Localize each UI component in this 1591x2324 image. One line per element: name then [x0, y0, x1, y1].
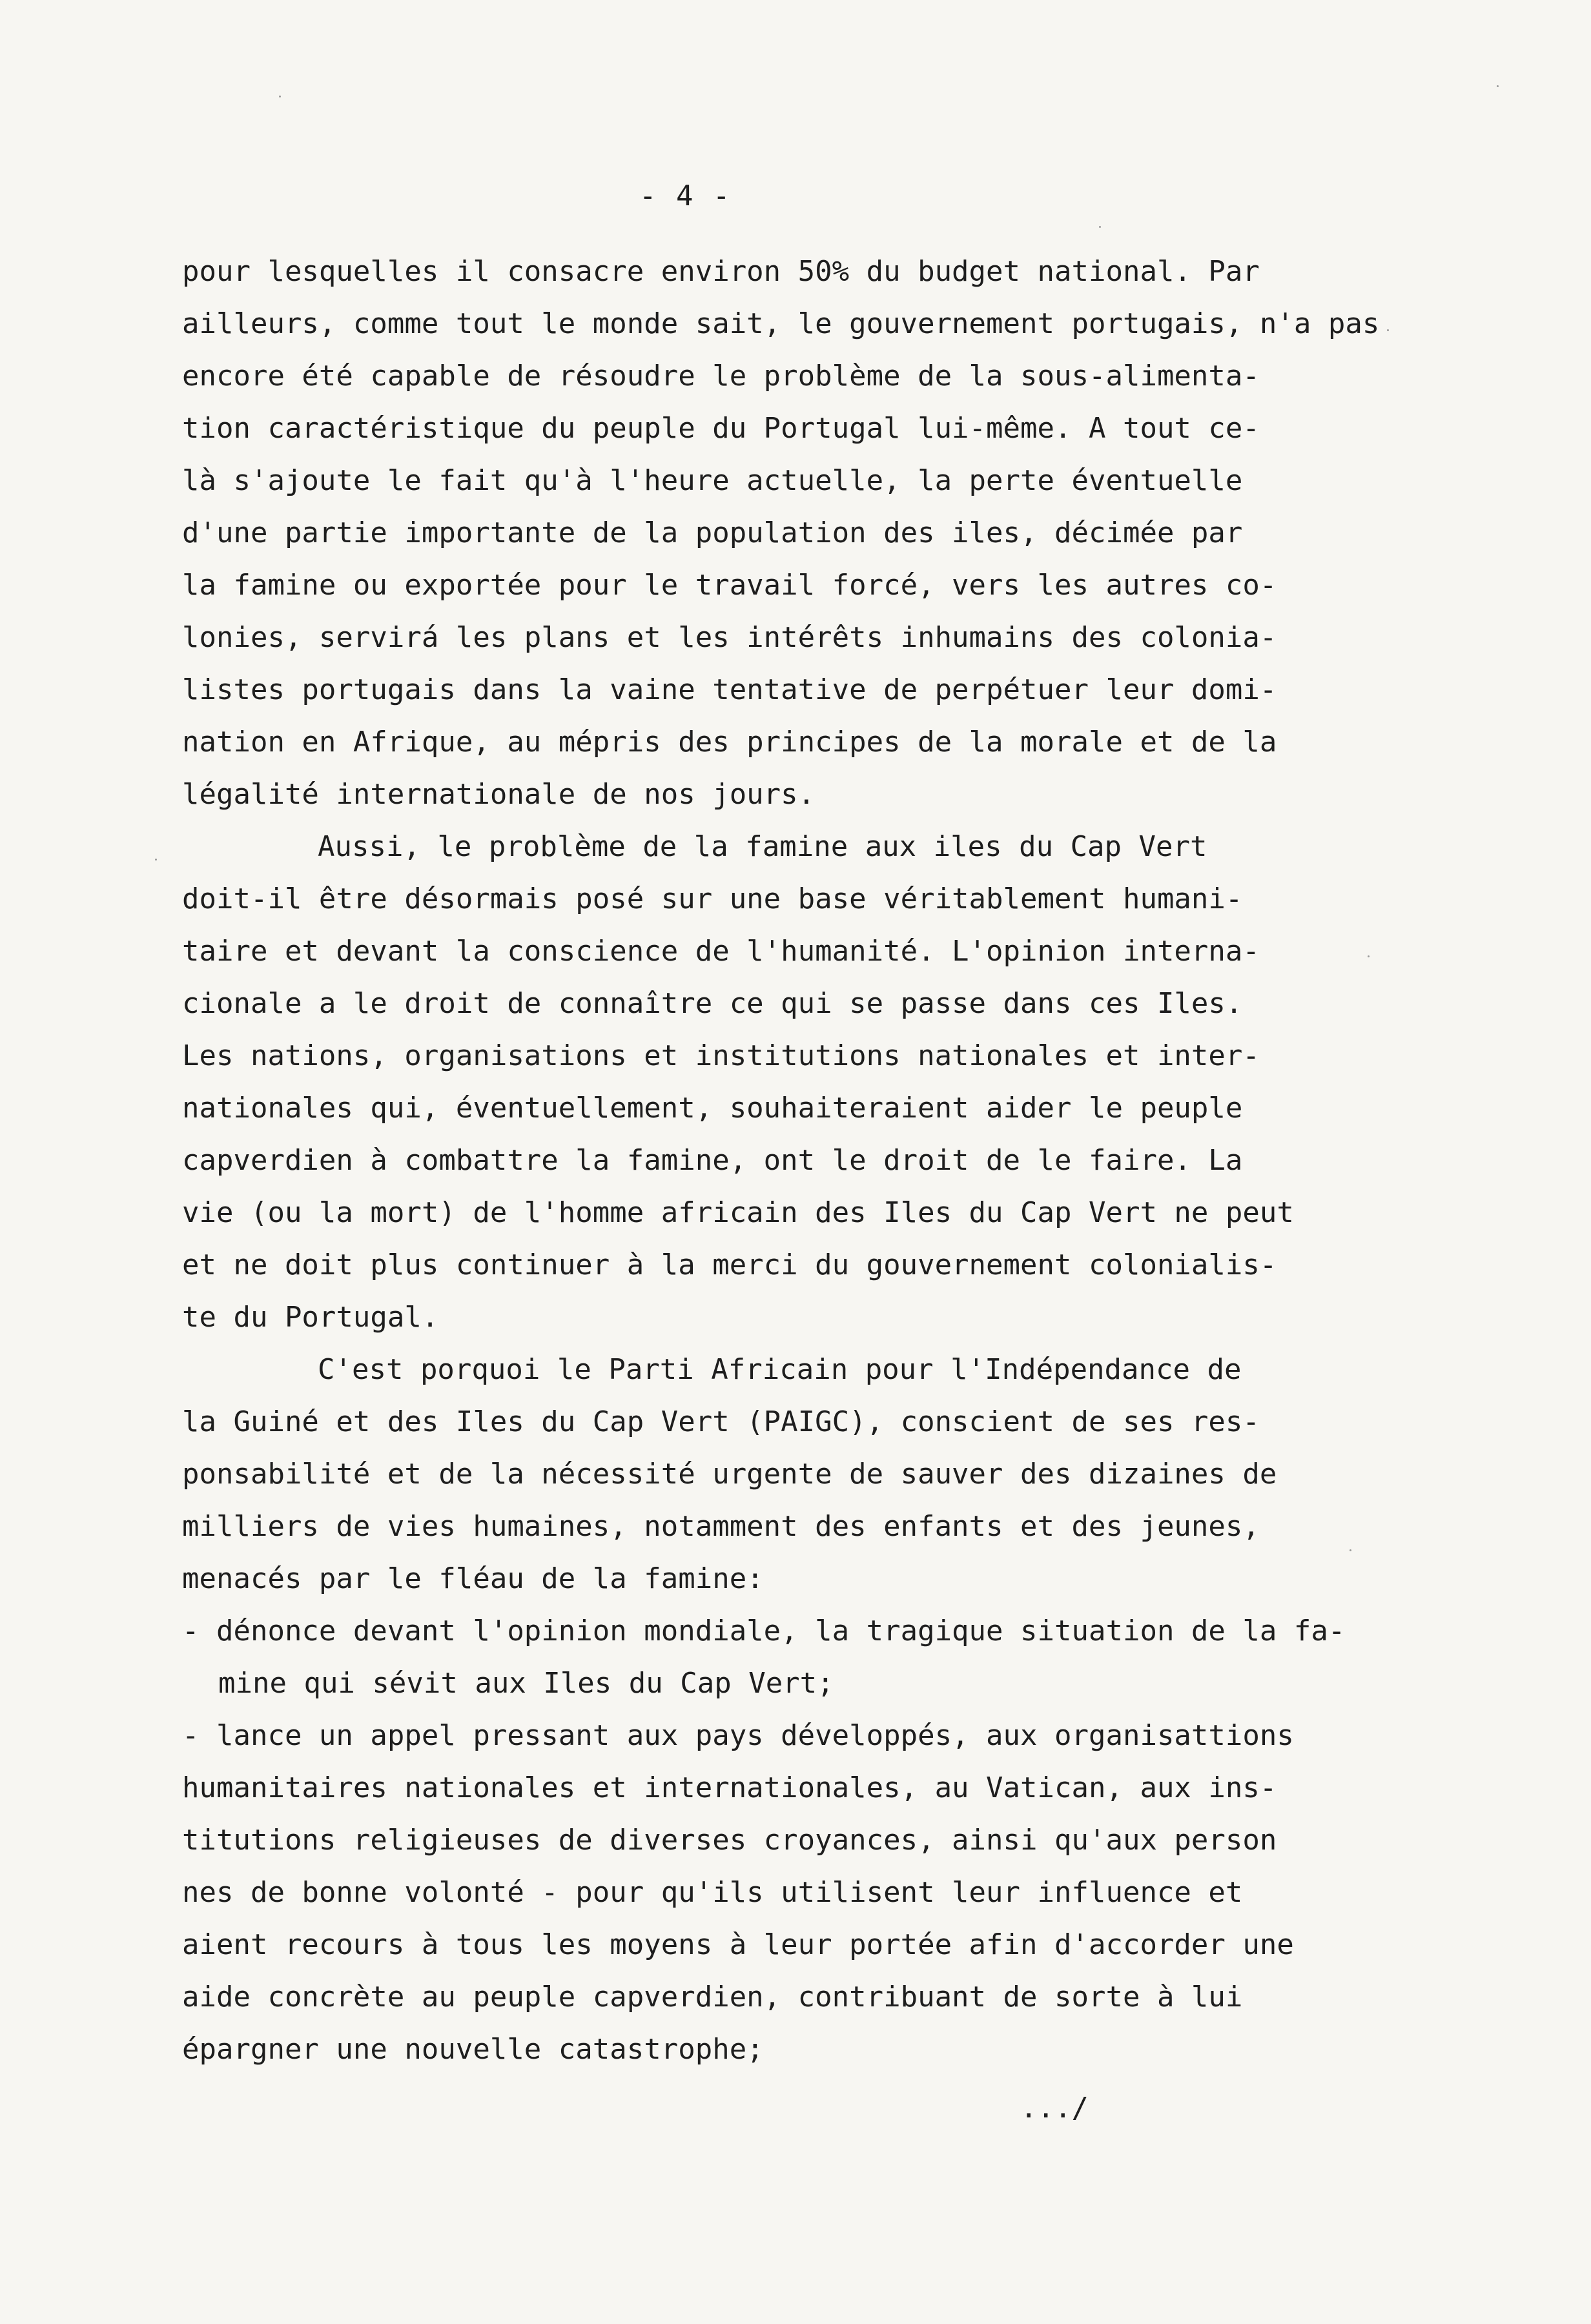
text-line: vie (ou la mort) de l'homme africain des Iles du Cap Vert ne peut: [182, 1196, 1294, 1229]
text-line: d'une partie importante de la population des iles, décimée par: [182, 516, 1243, 549]
text-line: ailleurs, comme tout le monde sait, le gouvernement portugais, n'a pas: [182, 307, 1380, 340]
list-item-continuation: mine qui sévit aux Iles du Cap Vert;: [218, 1667, 834, 1700]
paragraph-start-line: Aussi, le problème de la famine aux iles du Cap Vert: [318, 830, 1207, 863]
paper-speck: [1368, 955, 1370, 957]
text-line: te du Portugal.: [182, 1301, 439, 1334]
paper-speck: [1350, 1549, 1351, 1551]
body-text: [182, 245, 1409, 2075]
text-line: milliers de vies humaines, notamment des enfants et des jeunes,: [182, 1510, 1260, 1543]
text-line: nationales qui, éventuellement, souhaiteraient aider le peuple: [182, 1092, 1243, 1125]
text-line: aide concrète au peuple capverdien, contribuant de sorte à lui: [182, 1981, 1243, 2013]
text-line: Les nations, organisations et institutions nationales et inter-: [182, 1039, 1260, 1072]
list-item-line: - dénonce devant l'opinion mondiale, la tragique situation de la fa-: [182, 1615, 1346, 1647]
text-line: pour lesquelles il consacre environ 50% du budget national. Par: [182, 255, 1260, 288]
text-line: cionale a le droit de connaître ce qui se passe dans ces Iles.: [182, 987, 1243, 1020]
text-line: listes portugais dans la vaine tentative de perpétuer leur domi-: [182, 673, 1277, 706]
paragraph-start-line: C'est porquoi le Parti Africain pour l'Indépendance de: [318, 1353, 1242, 1386]
text-line: lonies, servirá les plans et les intérêts inhumains des colonia-: [182, 621, 1277, 654]
text-line: nes de bonne volonté - pour qu'ils utilisent leur influence et: [182, 1876, 1243, 1909]
text-line: encore été capable de résoudre le problème de la sous-alimenta-: [182, 360, 1260, 392]
text-line: la Guiné et des Iles du Cap Vert (PAIGC), conscient de ses res-: [182, 1405, 1260, 1438]
paper-speck: [155, 859, 157, 861]
text-line: taire et devant la conscience de l'humanité. L'opinion interna-: [182, 935, 1260, 968]
text-line: titutions religieuses de diverses croyances, ainsi qu'aux person: [182, 1824, 1277, 1857]
text-line: nation en Afrique, au mépris des principes de la morale et de la: [182, 726, 1277, 759]
text-line: humanitaires nationales et internationales, au Vatican, aux ins-: [182, 1771, 1277, 1804]
text-line: aient recours à tous les moyens à leur portée afin d'accorder une: [182, 1928, 1294, 1961]
text-line: là s'ajoute le fait qu'à l'heure actuelle, la perte éventuelle: [182, 464, 1243, 497]
paper-speck: [1099, 226, 1101, 228]
paper-speck: [279, 96, 281, 97]
list-item-line: - lance un appel pressant aux pays développés, aux organisattions: [182, 1719, 1294, 1752]
text-line: menacés par le fléau de la famine:: [182, 1562, 764, 1595]
page-number: - 4 -: [639, 179, 732, 212]
text-line: épargner une nouvelle catastrophe;: [182, 2033, 764, 2066]
text-line: et ne doit plus continuer à la merci du gouvernement colonialis-: [182, 1249, 1277, 1281]
continuation-mark: .../: [1020, 2092, 1089, 2125]
paper-speck: [1497, 85, 1499, 87]
text-line: tion caractéristique du peuple du Portugal lui-même. A tout ce-: [182, 412, 1260, 445]
text-line: capverdien à combattre la famine, ont le droit de le faire. La: [182, 1144, 1243, 1177]
text-line: la famine ou exportée pour le travail forcé, vers les autres co-: [182, 569, 1277, 602]
text-line: ponsabilité et de la nécessité urgente de sauver des dizaines de: [182, 1458, 1277, 1491]
text-line: doit-il être désormais posé sur une base véritablement humani-: [182, 882, 1243, 915]
text-line: légalité internationale de nos jours.: [182, 778, 816, 811]
paper-speck: [1387, 329, 1389, 331]
